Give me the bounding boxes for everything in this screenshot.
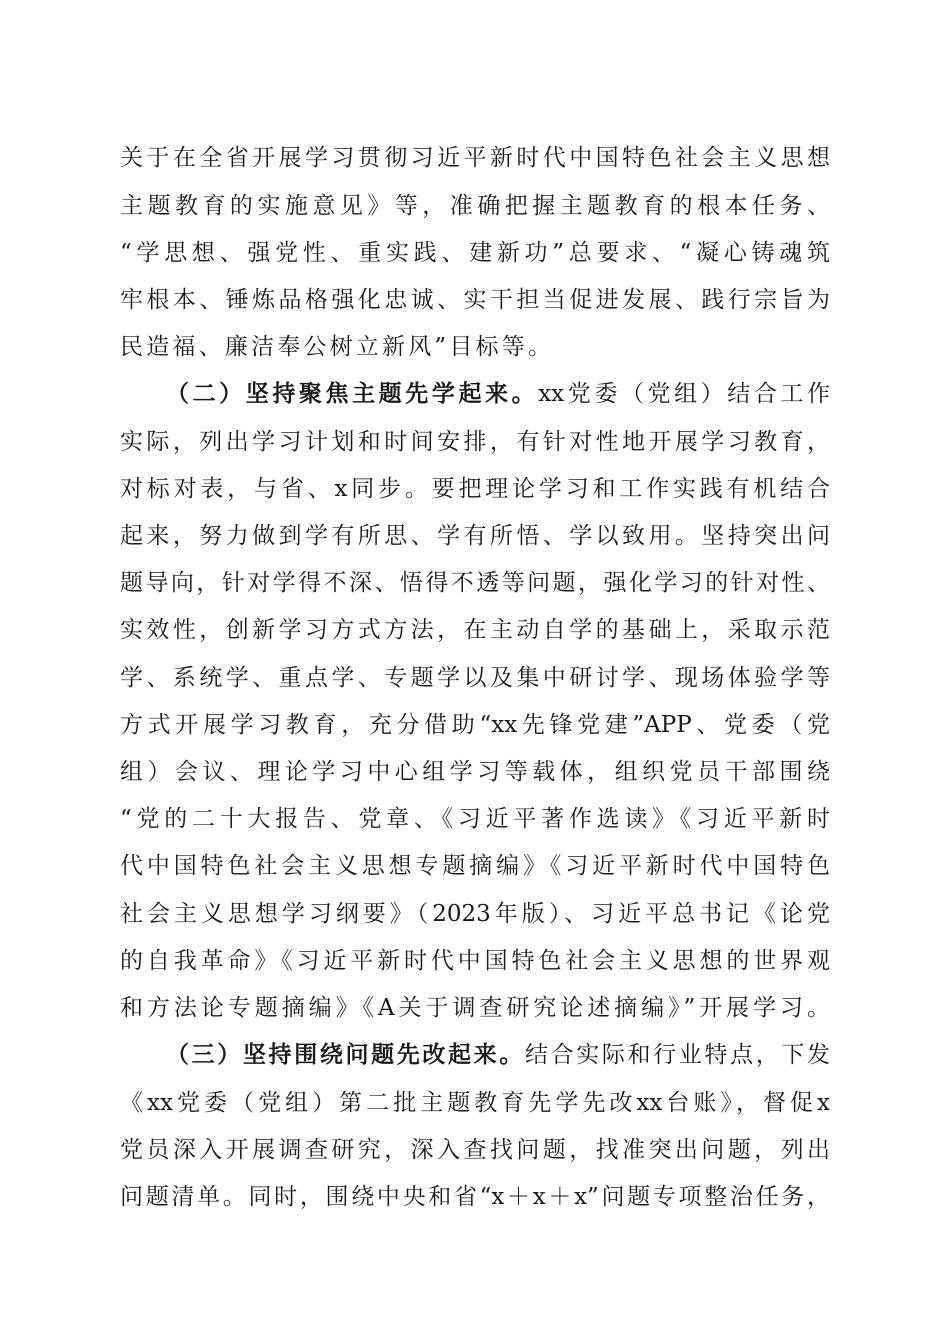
paragraph-2-line-6: 实效性，创新学习方式方法，在主动自学的基础上，采取示范 <box>120 617 830 643</box>
paragraph-3-line-2: 《xx党委（党组）第二批主题教育先学先改xx台账》，督促x <box>120 1090 830 1116</box>
paragraph-2-line-3: 对标对表，与省、x同步。要把理论学习和工作实践有机结合 <box>120 476 830 502</box>
paragraph-1-line-3: “学思想、强党性、重实践、建新功”总要求、“凝心铸魂筑 <box>120 240 830 266</box>
paragraph-2-line-5: 题导向，针对学得不深、悟得不透等问题，强化学习的针对性、 <box>120 570 830 596</box>
paragraph-2-line-8: 方式开展学习教育，充分借助“xx先锋党建”APP、党委（党 <box>120 712 830 738</box>
paragraph-2-line-13: 的自我革命》《习近平新时代中国特色社会主义思想的世界观 <box>120 948 830 974</box>
paragraph-2-heading: （二）坚持聚焦主题先学起来。 <box>166 380 539 407</box>
paragraph-1-line-2: 主题教育的实施意见》等，准确把握主题教育的根本任务、 <box>120 193 830 219</box>
paragraph-2-first-line-text: xx党委（党组）结合工作 <box>538 381 830 407</box>
paragraph-3-heading: （三）坚持围绕问题先改起来。 <box>166 1041 525 1068</box>
paragraph-2-line-9: 组）会议、理论学习中心组学习等载体，组织党员干部围绕 <box>120 759 830 785</box>
paragraph-3-first-line <box>166 1040 830 1070</box>
paragraph-3-line-4: 问题清单。同时，围绕中央和省“x＋x＋x”问题专项整治任务， <box>120 1184 830 1210</box>
paragraph-2-line-2: 实际，列出学习计划和时间安排，有针对性地开展学习教育， <box>120 429 830 455</box>
paragraph-2-line-7: 学、系统学、重点学、专题学以及集中研讨学、现场体验学等 <box>120 665 830 691</box>
paragraph-2-line-12: 社会主义思想学习纲要》（2023年版）、习近平总书记《论党 <box>120 901 830 927</box>
paragraph-3-line-3: 党员深入开展调查研究，深入查找问题，找准突出问题，列出 <box>120 1137 830 1163</box>
paragraph-1-line-1: 关于在全省开展学习贯彻习近平新时代中国特色社会主义思想 <box>120 145 830 171</box>
paragraph-2-first-line <box>166 379 830 409</box>
paragraph-2-line-4: 起来，努力做到学有所思、学有所悟、学以致用。坚持突出问 <box>120 523 830 549</box>
paragraph-3-first-line-text: 结合实际和行业特点，下发 <box>524 1042 831 1068</box>
paragraph-2-line-14: 和方法论专题摘编》《A关于调查研究论述摘编》”开展学习。 <box>120 995 830 1021</box>
paragraph-2-line-11: 代中国特色社会主义思想专题摘编》《习近平新时代中国特色 <box>120 853 830 879</box>
paragraph-2-line-10: “党的二十大报告、党章、《习近平著作选读》《习近平新时 <box>120 806 830 832</box>
paragraph-1-line-5: 民造福、廉洁奉公树立新风”目标等。 <box>120 334 555 360</box>
paragraph-1-line-4: 牢根本、锤炼品格强化忠诚、实干担当促进发展、践行宗旨为 <box>120 287 830 313</box>
